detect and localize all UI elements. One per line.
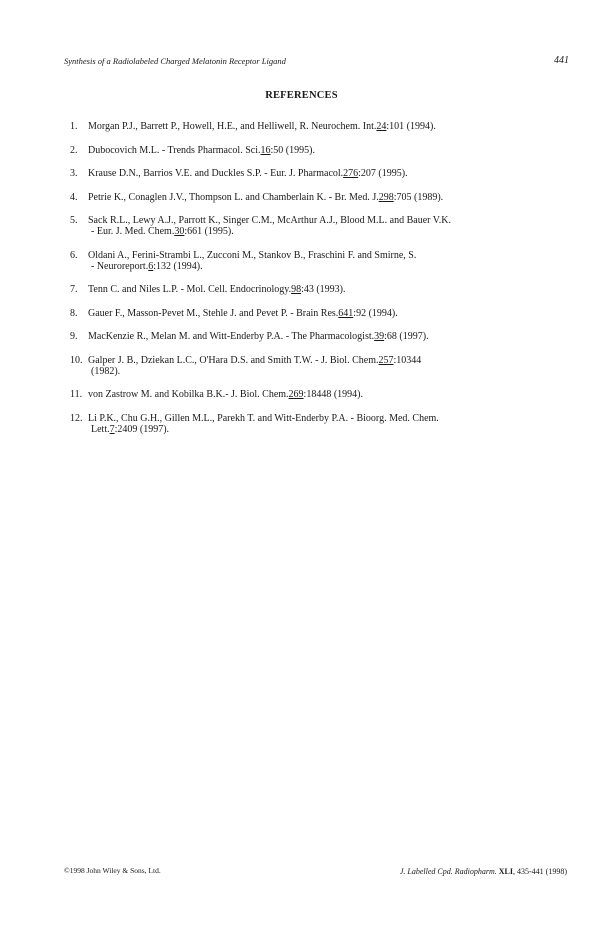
reference-number: 9. (70, 331, 78, 342)
reference-text (88, 250, 570, 261)
reference-number: 5. (70, 215, 78, 226)
reference-authors-source: MacKenzie R., Melan M. and Witt-Enderby P.A. - The Pharmacologist. (88, 331, 375, 342)
reference-text (88, 145, 570, 156)
reference-item (70, 355, 570, 377)
reference-pages-year: :92 (1994). (353, 307, 398, 319)
reference-cont-source: - Neuroreport. (91, 260, 149, 272)
running-title: Synthesis of a Radiolabeled Charged Melatonin Receptor Ligand (64, 56, 286, 66)
reference-cont-source: (1982). (91, 365, 121, 377)
reference-pages-year: :43 (1993). (301, 284, 346, 295)
reference-volume: 276 (343, 168, 359, 179)
reference-item (70, 121, 570, 132)
reference-text (88, 121, 570, 132)
reference-pages-year: :705 (1989). (393, 191, 444, 203)
reference-authors-source: Petrie K., Conaglen J.V., Thompson L. and Chamberlain K. - Br. Med. J. (88, 191, 379, 203)
reference-number: 8. (70, 307, 78, 319)
reference-item (70, 389, 570, 400)
reference-text (88, 413, 570, 424)
reference-authors-source: Morgan P.J., Barrett P., Howell, H.E., and Helliwell, R. Neurochem. Int. (88, 121, 377, 132)
reference-number: 11. (70, 389, 83, 400)
reference-item (70, 168, 570, 179)
reference-number: 1. (70, 121, 78, 132)
reference-number: 3. (70, 168, 78, 179)
reference-list (70, 121, 570, 447)
reference-volume: 269 (288, 389, 304, 400)
reference-number: 12. (70, 412, 83, 424)
reference-text (88, 331, 570, 342)
reference-text (88, 389, 570, 400)
reference-text (88, 215, 570, 226)
journal-name: J. Labelled Cpd. Radiopharm. (399, 867, 497, 876)
reference-cont-source: Lett. (91, 423, 110, 435)
page-number: 441 (554, 55, 569, 66)
reference-pages-year: :207 (1995). (358, 168, 408, 179)
reference-volume: 7 (109, 423, 115, 435)
reference-text (88, 192, 570, 203)
reference-pages-year: :10344 (393, 354, 422, 366)
reference-pages-year: :132 (1994). (153, 260, 203, 272)
reference-number: 10. (70, 354, 83, 366)
reference-pages-year: :18448 (1994). (303, 389, 363, 400)
reference-number: 4. (70, 191, 78, 203)
reference-authors-source: Sack R.L., Lewy A.J., Parrott K., Singer C.M., McArthur A.J., Blood M.L. and Bauer V.K. (88, 215, 451, 226)
reference-volume: 39 (374, 331, 385, 342)
reference-continuation (88, 424, 570, 435)
reference-authors-source: Dubocovich M.L. - Trends Pharmacol. Sci. (88, 144, 261, 156)
reference-volume: 30 (174, 226, 185, 237)
reference-item (70, 331, 570, 342)
journal-pages: , 435-441 (1998) (513, 867, 567, 876)
reference-item (70, 308, 570, 319)
reference-authors-source: Galper J. B., Dziekan L.C., O'Hara D.S. and Smith T.W. - J. Biol. Chem. (88, 354, 379, 366)
reference-volume: 98 (291, 284, 302, 295)
reference-number: 7. (70, 284, 78, 295)
reference-item (70, 284, 570, 295)
reference-number: 6. (70, 249, 78, 261)
reference-pages-year: :2409 (1997). (114, 423, 170, 435)
copyright-notice: ©1998 John Wiley & Sons, Ltd. (64, 866, 161, 875)
reference-text (88, 355, 570, 366)
reference-volume: 298 (378, 191, 394, 203)
reference-continuation (88, 366, 570, 377)
reference-authors-source: Li P.K., Chu G.H., Gillen M.L., Parekh T. and Witt-Enderby P.A. - Bioorg. Med. Chem. (88, 412, 439, 424)
reference-number: 2. (70, 144, 78, 156)
reference-item (70, 215, 570, 237)
reference-item (70, 250, 570, 272)
reference-text (88, 308, 570, 319)
reference-item (70, 192, 570, 203)
reference-volume: 641 (338, 307, 354, 319)
reference-text (88, 168, 570, 179)
section-heading: REFERENCES (265, 90, 338, 101)
reference-volume: 16 (260, 144, 271, 156)
reference-item (70, 413, 570, 435)
reference-authors-source: Krause D.N., Barrios V.E. and Duckles S.P. - Eur. J. Pharmacol. (88, 168, 344, 179)
reference-item (70, 145, 570, 156)
journal-citation (400, 867, 567, 876)
reference-pages-year: :68 (1997). (384, 331, 429, 342)
reference-continuation (88, 226, 570, 237)
reference-volume: 6 (148, 260, 154, 272)
reference-volume: 257 (378, 354, 394, 366)
journal-volume: XLI (498, 867, 513, 876)
reference-pages-year: :50 (1995). (270, 144, 315, 156)
reference-pages-year: :661 (1995). (184, 226, 234, 237)
reference-continuation (88, 261, 570, 272)
reference-pages-year: :101 (1994). (386, 121, 436, 132)
reference-volume: 24 (376, 121, 387, 132)
reference-authors-source: Tenn C. and Niles L.P. - Mol. Cell. Endocrinology. (88, 284, 292, 295)
reference-authors-source: von Zastrow M. and Kobilka B.K.- J. Biol. Chem. (88, 389, 289, 400)
reference-authors-source: Gauer F., Masson-Pevet M., Stehle J. and Pevet P. - Brain Res. (88, 307, 339, 319)
reference-authors-source: Oldani A., Ferini-Strambi L., Zucconi M., Stankov B., Fraschini F. and Smirne, S. (88, 249, 417, 261)
reference-text (88, 284, 570, 295)
reference-cont-source: - Eur. J. Med. Chem. (91, 226, 175, 237)
